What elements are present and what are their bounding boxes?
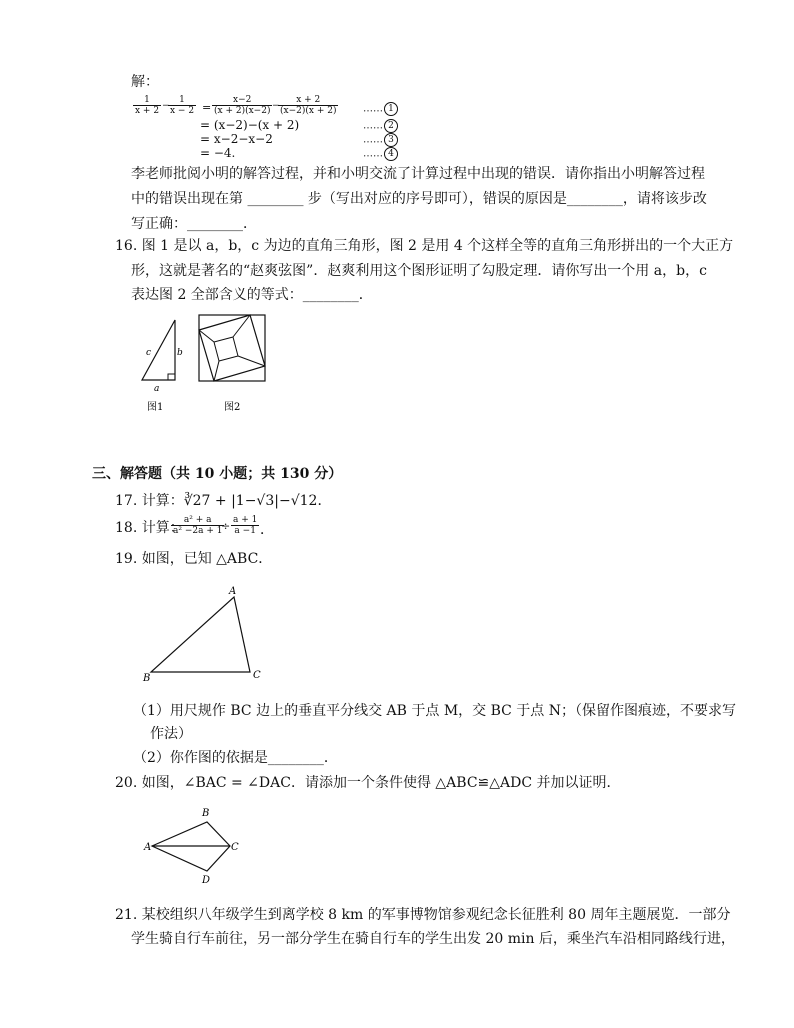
q18-num-1: a² + a — [171, 515, 224, 526]
step1-minus: − — [272, 101, 280, 111]
step-marker-3 — [363, 133, 398, 147]
step-marker-2 — [363, 119, 398, 133]
step1-num-2: x + 2 — [278, 95, 338, 106]
q17-text: 17. 计算：∛27 + |1−√3|−√12． — [115, 493, 332, 509]
figure-1-caption: 图1 — [147, 402, 164, 413]
step1-fraction-1 — [212, 95, 272, 116]
step2: = (x−2)−(x + 2) — [200, 118, 300, 132]
q16-figures — [135, 312, 285, 422]
q19-part-2: （2）你作图的依据是________． — [133, 750, 338, 766]
q18-fraction-2 — [231, 515, 259, 536]
figure-2-zhao-shuang-square — [199, 315, 265, 413]
vertex-d-label: D — [202, 875, 211, 886]
section-3-heading: 三、解答题（共 10 小题；共 130 分） — [92, 466, 343, 482]
figure-1-right-triangle — [142, 320, 183, 413]
lhs-minus: − — [162, 101, 170, 111]
q18-end: ． — [260, 522, 274, 538]
q15-line-3: 写正确：________． — [131, 216, 257, 232]
q19-triangle-figure — [138, 582, 268, 687]
circled-number-3: 3 — [384, 133, 398, 147]
vertex-c-label: C — [253, 670, 261, 681]
q18-divide: ÷ — [221, 520, 231, 533]
q21-line-2: 学生骑自行车前往，另一部分学生在骑自行车的学生出发 20 min 后，乘坐汽车沿相同路线行进， — [131, 931, 735, 947]
circled-number-1: 1 — [384, 102, 398, 116]
q18-den-2: a −1 — [234, 526, 256, 536]
q19-part-1-line-2: 作法） — [150, 726, 192, 742]
figure-2-caption: 图2 — [224, 402, 241, 413]
dots: …… — [363, 103, 383, 115]
vertex-c-label: C — [231, 842, 239, 853]
step1-num-1: x−2 — [212, 95, 272, 106]
step-marker-4 — [363, 147, 398, 161]
circled-number-2: 2 — [384, 119, 398, 133]
lhs-fraction-1 — [133, 95, 161, 116]
q18-num-2: a + 1 — [233, 515, 258, 525]
q20-kite-figure — [140, 805, 250, 890]
side-c-label: c — [146, 348, 152, 358]
step1-den-2: (x−2)(x + 2) — [280, 106, 337, 116]
dots: …… — [363, 148, 383, 160]
q16-line-2: 形，这就是著名的“赵爽弦图”．赵爽利用这个图形证明了勾股定理．请你写出一个用 a，b，c — [131, 263, 707, 279]
q20-text: 20. 如图，∠BAC = ∠DAC．请添加一个条件使得 △ABC≌△ADC 并加以证明． — [115, 775, 621, 791]
vertex-b-label: B — [143, 673, 151, 684]
q15-line-1: 李老师批阅小明的解答过程，并和小明交流了计算过程中出现的错误．请你指出小明解答过程 — [131, 166, 705, 182]
lhs-den-1: x + 2 — [135, 106, 160, 116]
q15-line-2: 中的错误出现在第 ________ 步（写出对应的序号即可），错误的原因是________，请将该步改 — [131, 191, 707, 207]
side-b-label: b — [177, 348, 183, 358]
step4: = −4. — [200, 146, 236, 160]
q18-den-1: a² −2a + 1 — [173, 526, 223, 536]
q16-line-1: 16. 图 1 是以 a，b，c 为边的直角三角形，图 2 是用 4 个这样全等的直角三角形拼出的一个大正方 — [115, 238, 734, 254]
q19-part-1-line-1: （1）用尺规作 BC 边上的垂直平分线交 AB 于点 M，交 BC 于点 N；（保留作图痕迹，不要求写 — [133, 703, 737, 719]
step-marker-1 — [363, 102, 398, 116]
vertex-a-label: A — [229, 586, 237, 597]
step3: = x−2−x−2 — [200, 132, 273, 146]
lhs-num-2: 1 — [168, 95, 196, 106]
step1-fraction-2 — [278, 95, 338, 116]
q18-fraction-1 — [171, 515, 224, 536]
q18-prefix: 18. 计算： — [115, 520, 184, 536]
step1-equals: = — [202, 101, 212, 114]
lhs-fraction-2 — [168, 95, 196, 116]
q16-line-3: 表达图 2 全部含义的等式：________． — [131, 287, 373, 303]
side-a-label: a — [154, 384, 160, 394]
lhs-num-1: 1 — [133, 95, 161, 106]
q19-text: 19. 如图，已知 △ABC． — [115, 551, 273, 567]
vertex-a-label: A — [144, 842, 152, 853]
lhs-den-2: x − 2 — [170, 106, 195, 116]
step1-den-1: (x + 2)(x−2) — [214, 106, 271, 116]
dots: …… — [363, 120, 383, 132]
vertex-b-label: B — [202, 808, 210, 819]
circled-number-4: 4 — [384, 147, 398, 161]
dots: …… — [363, 134, 383, 146]
solution-label: 解： — [131, 74, 159, 90]
q21-line-1: 21. 某校组织八年级学生到离学校 8 km 的军事博物馆参观纪念长征胜利 80 周年主题展览．一部分 — [115, 907, 731, 923]
